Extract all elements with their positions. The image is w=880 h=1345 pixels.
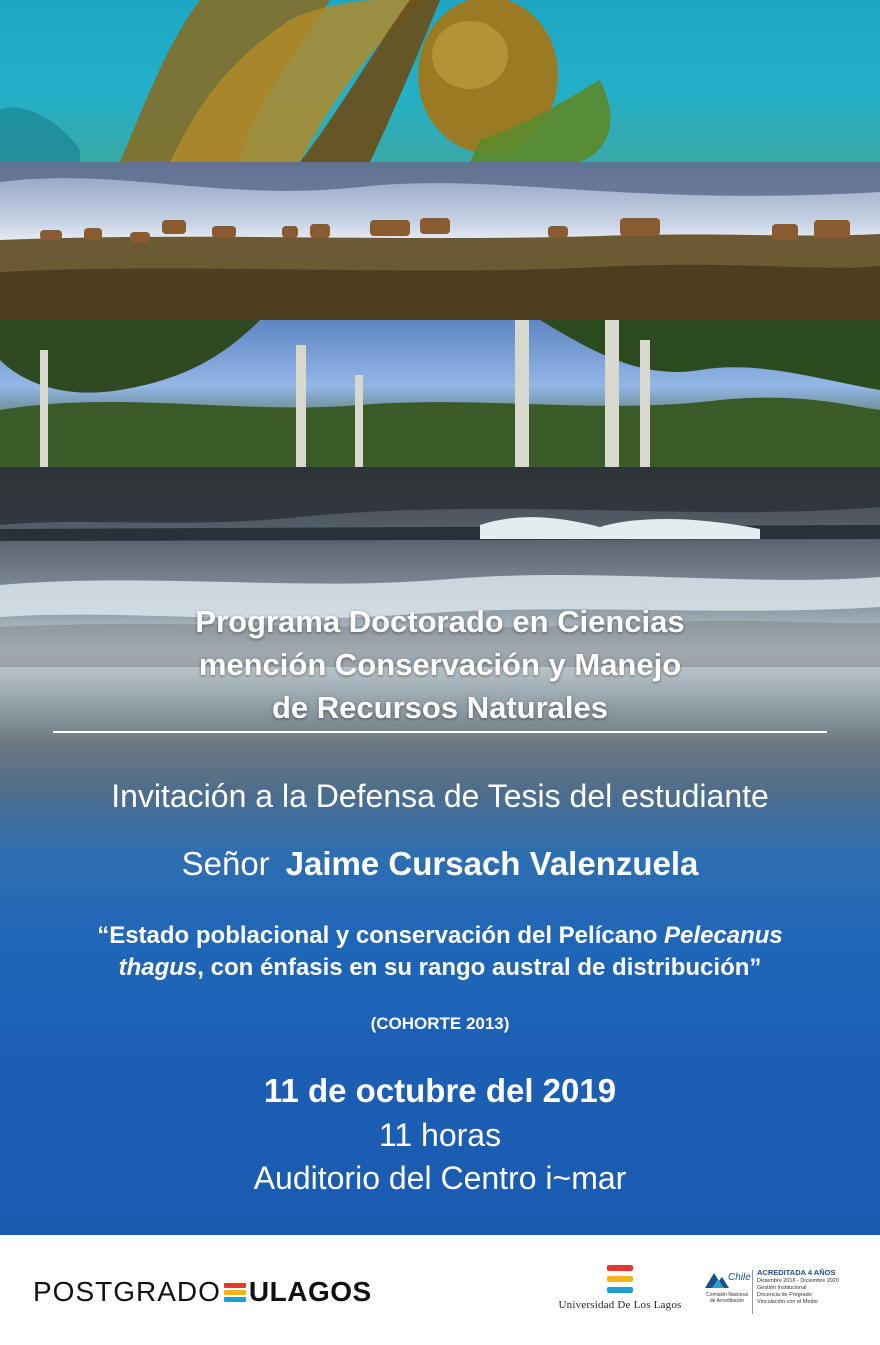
postgrado-ulagos-logo	[33, 1275, 372, 1309]
invitation-text: Invitación a la Defensa de Tesis del estudiante	[111, 778, 769, 814]
university-stripes-icon	[607, 1265, 633, 1293]
accreditation-area-2: Docencia de Pregrado	[757, 1292, 812, 1298]
ulagos-word: ULAGOS	[248, 1276, 372, 1307]
title-divider	[53, 731, 827, 733]
event-venue: Auditorio del Centro i~mar	[253, 1160, 627, 1196]
thesis-title-part2: , con énfasis en su rango austral de distribución”	[197, 954, 762, 981]
accreditation-area-3: Vinculación con el Medio	[757, 1299, 818, 1305]
accreditation-details	[757, 1268, 845, 1306]
thesis-species: thagus	[118, 954, 198, 981]
thesis-genus: Pelecanus	[664, 922, 783, 949]
ulagos-stripes-icon	[224, 1280, 246, 1304]
speaker-name: Jaime Cursach Valenzuela	[285, 845, 699, 882]
kelp-illustration	[0, 0, 880, 162]
guanaco-illustration	[0, 162, 880, 320]
cna-chile-emblem	[704, 1270, 750, 1316]
kelp-photo-band	[0, 0, 880, 162]
accreditation-divider	[752, 1270, 753, 1314]
program-title	[0, 600, 880, 729]
accreditation-badge	[704, 1268, 844, 1318]
cna-chile-word: Chile	[728, 1272, 751, 1283]
university-name: Universidad De Los Lagos	[558, 1299, 682, 1311]
forest-photo-band	[0, 320, 880, 467]
accreditation-area-1: Gestión Institucional	[757, 1285, 807, 1291]
event-date: 11 de octubre del 2019	[263, 1072, 617, 1109]
postgrado-word: POSTGRADO	[33, 1276, 221, 1307]
cna-agency-name: Comisión Nacional de Acreditación	[706, 1292, 748, 1304]
speaker-line	[0, 842, 880, 886]
accreditation-title: ACREDITADA 4 AÑOS	[757, 1268, 836, 1277]
cohort-label: (COHORTE 2013)	[370, 1014, 510, 1033]
thesis-title	[0, 920, 880, 984]
guanaco-photo-band	[0, 162, 880, 320]
cna-mountain-icon	[704, 1270, 730, 1290]
thesis-title-part1: “Estado poblacional y conservación del Pelícano	[97, 922, 665, 949]
footer-logos	[0, 1235, 880, 1345]
program-title-line-3: de Recursos Naturales	[272, 690, 608, 725]
program-title-line-2: mención Conservación y Manejo	[198, 647, 682, 682]
speaker-honorific: Señor	[181, 845, 270, 882]
program-title-line-1: Programa Doctorado en Ciencias	[195, 604, 685, 639]
accreditation-period: Diciembre 2016 - Diciembre 2020	[757, 1278, 839, 1284]
universidad-de-los-lagos-logo	[556, 1265, 684, 1311]
forest-illustration	[0, 320, 880, 467]
event-time: 11 horas	[378, 1117, 502, 1153]
